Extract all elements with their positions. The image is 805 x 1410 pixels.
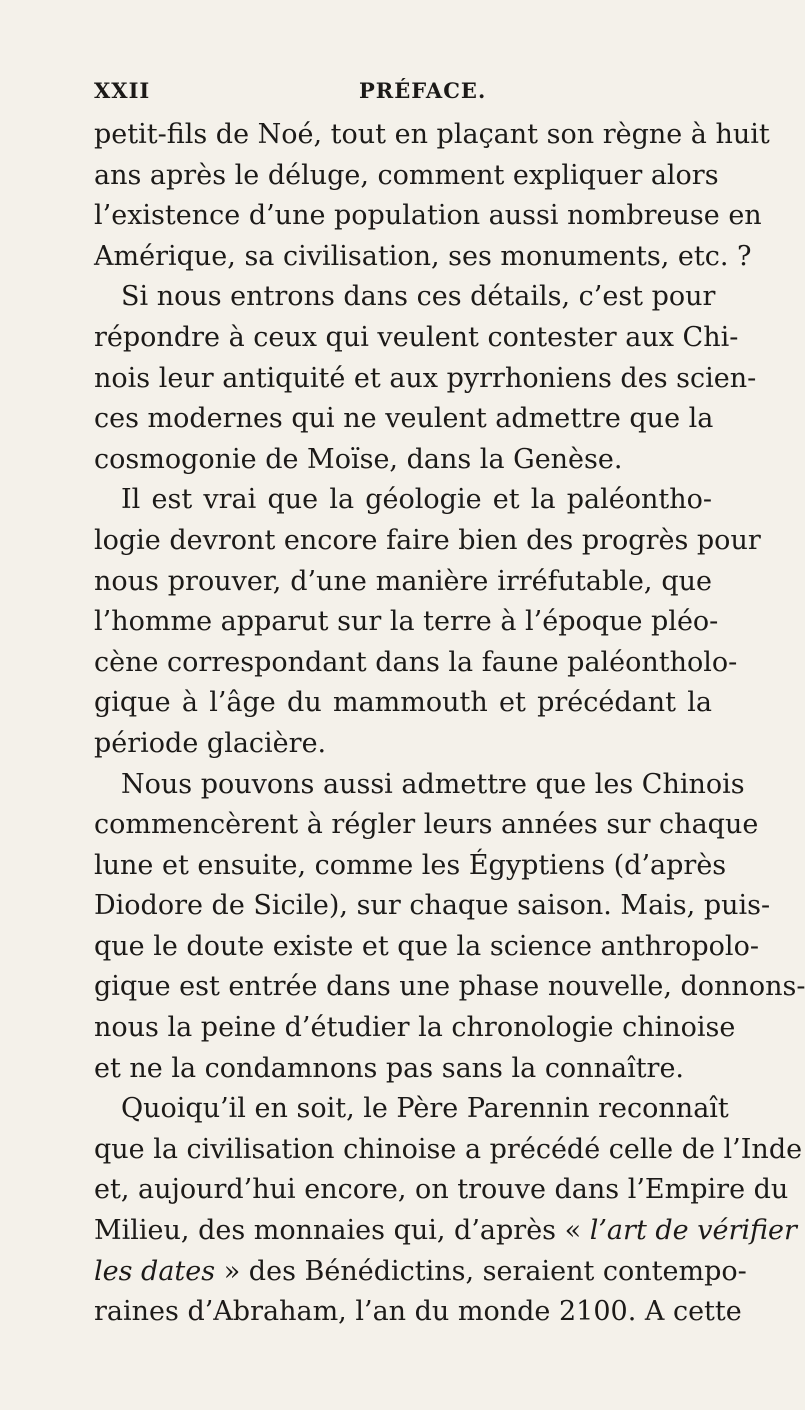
paragraph-parennin: [94, 1089, 803, 1333]
paragraph-noe: [94, 115, 770, 277]
paragraph-chinois: [94, 765, 805, 1090]
text-line: commencèrent à régler leurs années sur chaque: [94, 809, 759, 841]
text-line: cosmogonie de Moïse, dans la Genèse.: [94, 443, 623, 475]
text-line: et ne la condamnons pas sans la connaître.: [94, 1052, 685, 1084]
text-line: Quoiqu’il en soit, le Père Parennin reconnaît: [121, 1093, 729, 1125]
paragraph-geologie: [94, 480, 761, 764]
text-line: Amérique, sa civilisation, ses monuments, etc. ?: [94, 240, 752, 272]
text-line: ans après le déluge, comment expliquer alors: [94, 159, 719, 191]
text-line: répondre à ceux qui veulent contester aux Chi-: [94, 321, 739, 353]
text-line: Il est vrai que la géologie et la paléontho-: [121, 484, 712, 516]
line-segment: » des Bénédictins, seraient contempo-: [215, 1255, 747, 1287]
text-line: lune et ensuite, comme les Égyptiens (d’après: [94, 849, 727, 881]
text-line: Nous pouvons aussi admettre que les Chinois: [121, 768, 745, 800]
running-header: [94, 78, 734, 108]
text-line: raines d’Abraham, l’an du monde 2100. A cette: [94, 1296, 742, 1328]
text-line: nois leur antiquité et aux pyrrhoniens des scien-: [94, 362, 757, 394]
text-line: gique est entrée dans une phase nouvelle, donnons-: [94, 971, 805, 1003]
text-line: période glacière.: [94, 727, 327, 759]
paragraph-details: [94, 277, 757, 480]
line-segment: Milieu, des monnaies qui, d’après «: [94, 1215, 590, 1247]
text-line: logie devront encore faire bien des progrès pour: [94, 524, 761, 556]
page-number: XXII: [94, 78, 151, 103]
text-line: [94, 1252, 747, 1293]
text-line: petit-fils de Noé, tout en plaçant son règne à huit: [94, 119, 770, 150]
book-title-italic: l’art de vérifier: [589, 1215, 797, 1247]
text-line: Si nous entrons dans ces détails, c’est pour: [121, 281, 716, 313]
body-text: [94, 115, 805, 1333]
text-line: cène correspondant dans la faune paléontholo-: [94, 646, 738, 678]
text-line: ces modernes qui ne veulent admettre que la: [94, 403, 714, 435]
text-line: et, aujourd’hui encore, on trouve dans l’Empire du: [94, 1174, 789, 1206]
text-line: nous la peine d’étudier la chronologie chinoise: [94, 1012, 736, 1044]
text-line: Diodore de Sicile), sur chaque saison. Mais, puis-: [94, 890, 771, 922]
text-line: que la civilisation chinoise a précédé celle de l’Inde: [94, 1133, 803, 1165]
running-title: PRÉFACE.: [359, 78, 487, 103]
text-line: gique à l’âge du mammouth et précédant la: [94, 687, 712, 719]
text-line: que le doute existe et que la science anthropolo-: [94, 930, 759, 962]
book-title-italic: les dates: [94, 1255, 216, 1287]
text-line: l’existence d’une population aussi nombreuse en: [94, 200, 762, 232]
text-line: [94, 1211, 797, 1252]
text-line: l’homme apparut sur la terre à l’époque pléo-: [94, 606, 719, 638]
text-line: nous prouver, d’une manière irréfutable, que: [94, 565, 712, 597]
